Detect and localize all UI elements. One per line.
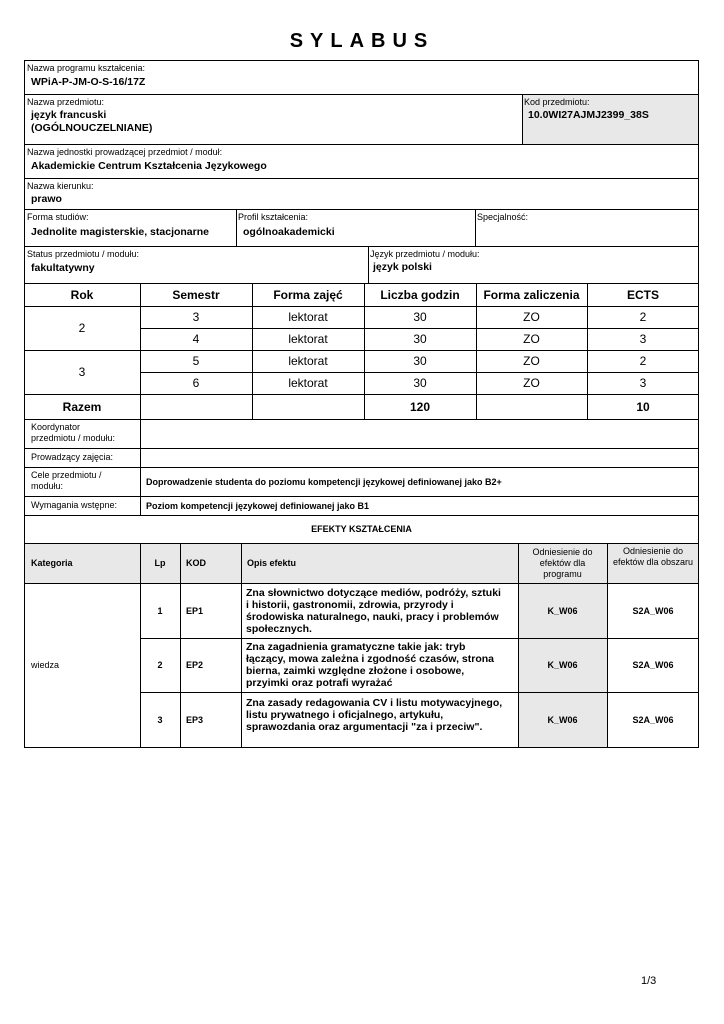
subject-value: język francuski [31, 109, 107, 121]
year-cell: 3 [78, 365, 86, 379]
effect-code: EP2 [186, 660, 204, 670]
effects-header-category: Kategoria [31, 558, 73, 568]
effect-program-ref: K_W06 [547, 605, 578, 616]
page-number: 1/3 [641, 975, 657, 987]
study-form-label: Forma studiów: [27, 212, 89, 222]
assessment-cell: ZO [523, 354, 540, 368]
unit-value: Akademickie Centrum Kształcenia Językowego [31, 160, 267, 172]
effect-area-ref: S2A_W06 [632, 605, 674, 616]
semester-cell: 3 [192, 310, 200, 324]
specialty-label: Specjalność: [477, 212, 529, 222]
effects-title: EFEKTY KSZTAŁCENIA [311, 524, 412, 534]
effect-lp: 1 [157, 605, 163, 616]
ects-cell: 2 [639, 310, 647, 324]
subject-label: Nazwa przedmiotu: [27, 97, 105, 107]
effect-code: EP3 [186, 715, 204, 725]
field-label: Nazwa kierunku: [27, 181, 94, 191]
header-liczba-godzin: Liczba godzin [380, 287, 460, 302]
assessment-cell: ZO [523, 310, 540, 324]
effects-header-lp: Lp [154, 558, 166, 568]
effect-area-ref: S2A_W06 [632, 660, 674, 670]
header-semestr: Semestr [172, 287, 220, 302]
profile-value: ogólnoakademicki [243, 226, 335, 238]
field-value: prawo [31, 193, 62, 205]
hours-cell: 30 [413, 332, 427, 346]
semester-cell: 5 [192, 354, 200, 368]
status-label: Status przedmiotu / modułu: [27, 249, 140, 259]
effect-description: Zna zasady redagowania CV i listu motywacyjnego, listu prywatnego i oficjalnego, artykułu, sprawozdania oraz argumentacji "za i przeciw". [246, 697, 503, 733]
effects-category: wiedza [31, 660, 60, 670]
program-label: Nazwa programu kształcenia: [27, 63, 146, 73]
language-value: język polski [373, 261, 432, 273]
effect-lp: 3 [157, 715, 163, 725]
hours-cell: 30 [413, 310, 427, 324]
unit-label: Nazwa jednostki prowadzącej przedmiot / moduł: [27, 147, 223, 157]
program-value: WPiA-P-JM-O-S-16/17Z [31, 76, 146, 88]
total-ects: 10 [636, 399, 650, 414]
instructor-label: Prowadzący zajęcia: [31, 452, 114, 462]
total-hours: 120 [409, 399, 431, 414]
goals-label: Cele przedmiotu / modułu: [31, 470, 102, 491]
subject-value-note: (OGÓLNOUCZELNIANE) [31, 122, 153, 134]
class-form-cell: lektorat [288, 332, 328, 346]
coordinator-label: Koordynator przedmiotu / modułu: [31, 422, 116, 443]
header-ects: ECTS [626, 287, 659, 302]
language-label: Język przedmiotu / modułu: [370, 249, 480, 259]
class-form-cell: lektorat [288, 376, 328, 390]
effects-header-program: Odniesienie do efektów dla programu [532, 546, 593, 579]
document-title: SYLABUS [289, 30, 435, 52]
header-forma-zajec: Forma zajęć [273, 287, 343, 302]
ects-cell: 3 [639, 332, 647, 346]
requirements-label: Wymagania wstępne: [31, 500, 117, 510]
ects-cell: 2 [639, 354, 647, 368]
effects-header-description: Opis efektu [247, 558, 297, 568]
total-label: Razem [62, 399, 102, 414]
profile-label: Profil kształcenia: [238, 212, 309, 222]
header-rok: Rok [70, 287, 94, 302]
study-form-value: Jednolite magisterskie, stacjonarne [31, 226, 209, 238]
class-form-cell: lektorat [288, 354, 328, 368]
effect-description: Zna zagadnienia gramatyczne takie jak: tryb łączący, mowa zależna i zgodność czasów, strona bierna, zaimki względne złożone i osobowe, przyimki oraz potrafi wyrażać [246, 641, 494, 689]
effects-header-code: KOD [186, 558, 206, 568]
code-value: 10.0WI27AJMJ2399_38S [528, 109, 649, 121]
assessment-cell: ZO [523, 332, 540, 346]
effect-program-ref: K_W06 [547, 660, 578, 670]
effect-program-ref: K_W06 [547, 715, 578, 725]
effect-code: EP1 [186, 605, 204, 616]
effects-header-area: Odniesienie do efektów dla obszaru [612, 546, 694, 567]
class-form-cell: lektorat [288, 310, 328, 324]
hours-cell: 30 [413, 376, 427, 390]
year-cell: 2 [78, 321, 86, 335]
status-value: fakultatywny [31, 262, 95, 274]
effect-lp: 2 [157, 660, 163, 670]
ects-cell: 3 [639, 376, 647, 390]
assessment-cell: ZO [523, 376, 540, 390]
requirements-value: Poziom kompetencji językowej definiowanej jako B1 [146, 500, 370, 511]
effect-description: Zna słownictwo dotyczące mediów, podróży, sztuki i historii, gastronomii, zdrowia, przyrody i środowiska naturalnego, nauki, pracy i problemów społecznych. [246, 587, 501, 635]
hours-cell: 30 [413, 354, 427, 368]
semester-cell: 6 [192, 376, 200, 390]
goals-value: Doprowadzenie studenta do poziomu kompetencji językowej definiowanej jako B2+ [146, 476, 502, 487]
semester-cell: 4 [192, 332, 200, 346]
effect-area-ref: S2A_W06 [632, 715, 674, 725]
header-forma-zaliczenia: Forma zaliczenia [483, 287, 580, 302]
code-label: Kod przedmiotu: [524, 97, 590, 107]
